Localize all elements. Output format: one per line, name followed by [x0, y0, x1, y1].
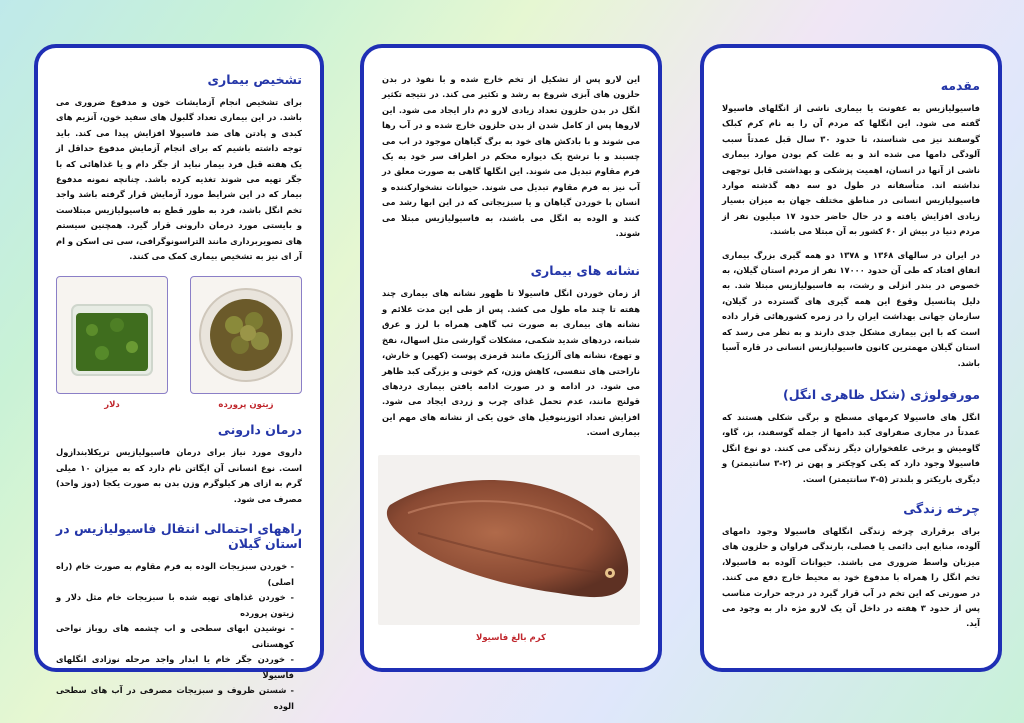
morphology-paragraph: انگل های فاسیولا کرمهای مسطح و برگی شکلی هستند که عمدتاً در مجاری صفراوی کبد دامها از جمله گوسفند، بز، گاو، گاومیش و برخی علفخواران دیگر زندگی می کنند. دو نوع انگل فاسیولا وجود دارد که یکی کوچکتر و پهن تر (۲-۳ سانتیمتر) و دیگری باریکتر و بلندتر (۵-۳ سانتیمتر) است. — [722, 411, 980, 484]
olive-jar-icon — [196, 285, 296, 385]
panel-introduction — [700, 44, 1002, 672]
diagnosis-heading: تشخیص بیماری — [207, 72, 302, 87]
life-cycle-paragraph: برای برقراری چرخه زندگی انگلهای فاسیولا وجود دامهای آلوده، منابع ابی دائمی یا فصلی، بارندگی فراوان و حلزون های میزبان واسط ضروری می باشند. حیوانات آلوده به فاسیولا، تخم انگل را همراه با مدفوع خود به محیط خارج دفع می کنند. در صورتی که این تخم در آب قرار گیرد در درجه حرارت مناسب پس از حدود ۳ هفته در داخل آن یک لارو مژه دار به وجود می آید. — [722, 525, 980, 629]
life-cycle-heading: چرخه زندگی — [903, 500, 980, 516]
dalar-jar-icon — [62, 285, 162, 385]
morphology-heading: مورفولوژی (شکل ظاهری انگل) — [783, 386, 980, 402]
symptoms-paragraph: از زمان خوردن انگل فاسیولا تا ظهور نشانه های بیماری چند هفته تا چند ماه طول می کشد. پس از طی این مدت علائم و نشانه های بیماری به صورت تب گاهی همراه با لرز و عرق شبانه، دردهای شدید شکمی، مشکلات گوارشی مثل اسهال، نفخ و تهوع، نشانه های آلرژیک مانند قرمزی پوست (کهیر) و خارش، ناراحتی های تنفسی، کاهش وزن، کم خونی و بزرگی کبد ظاهر می شود. در ادامه و در صورت ادامه یافتن بیماری دردهای قولنج مانند، عدم تحمل غذای چرب و زردی ایجاد می شود. افزایش تعداد ائوزینوفیل های خون یکی از نشانه های مهم این بیماری است. — [382, 288, 640, 438]
fasciola-worm-icon — [378, 455, 640, 625]
photo-dalar-caption: دلار — [104, 400, 120, 411]
transmission-list — [56, 559, 302, 714]
list-item: - نوشیدن ابهای سطحی و اب چشمه های روباز نواحی کوهستانی — [56, 621, 294, 652]
list-item: - خوردن جگر خام یا ابدار واجد مرحله نوزادی انگلهای فاسیولا — [56, 652, 294, 683]
intro-paragraph-2: در ایران در سالهای ۱۳۶۸ و ۱۳۷۸ دو همه گیری بزرگ بیماری اتفاق افتاد که طی آن حدود ۱۷۰۰۰ نفر از مردم استان گیلان، به خصوص در بندر انزلی و رشت، به فاسیولیازیس مبتلا شد. به دلیل پتانسیل وقوع این همه گیری های گسترده در گیلان، سازمان جهانی بهداشت ایران را در زمره کشورهائی قرار داده است که با این بیماری مشکل جدی دارند و به نظر می رسد که استان گیلان مهمترین کانون فاسیولیازیس انسانی در قاره آسیا باشد. — [722, 249, 980, 368]
worm-caption: کرم بالغ فاسیولا — [475, 632, 546, 643]
food-photos — [56, 276, 302, 410]
photo-olive-caption: زیتون پرورده — [218, 400, 274, 411]
list-item: - شستن ظروف و سبزیجات مصرفی در آب های سطحی الوده — [56, 683, 294, 714]
adult-fasciola-image — [378, 455, 640, 625]
panel-symptoms — [360, 44, 662, 672]
panel-diagnosis — [34, 44, 324, 711]
diagnosis-paragraph: برای تشخیص انجام آزمایشات خون و مدفوع ضروری می باشد. در این بیماری تعداد گلبول های سفید خون، آنزیم های کبدی و پادتن های ضد فاسیولا افزایش پیدا می کند. باید توجه داشته باشیم که برای انجام آزمایش مدفوع حداقل از یک هفته قبل فرد بیمار نباید از جگر دام و یا غذاهائی که با جگر تهیه می شوند تغذیه کرده باشد. چنانچه نمونه مدفوع بیمار که در این شرایط مورد آزمایش قرار گرفته باشد واجد تخم انگل باشد، فرد به طور قطع به فاسیولیازیس مبتلاست و بایستی مورد درمان دارونی قرار گیرد. همچنین سیستم های تصویربرداری مانند التراسونوگرافی، سی تی اسکن و ام آر ای نیز به تشخیص بیماری کمک می کنند. — [56, 97, 302, 262]
symptoms-heading: نشانه های بیماری — [530, 263, 640, 279]
intro-paragraph-1: فاسیولیازیس به عفونت یا بیماری ناشی از انگلهای فاسیولا گفته می شود. این انگلها که مردم آن را به نام کرم کبلک گوسفند نیز می شناسند، تا حدود ۳۰ سال قبل عمدتاً سبب آلودگی دامها می شده اند و به علت کم بودن موارد بیماری ناشی از آنها در انسان، اهمیت پزشکی و بهداشتی قابل توجهی نداشته اند. متأسفانه در طول دو سه دهه گذشته موارد فاسیولیازیس انسانی در مناطق مختلف جهان به میزان بسیار زیادی افزایش یافته و در حال حاضر حدود ۱۷ میلیون نفر از مردم دنیا در بیش از ۶۰ کشور به آن مبتلا می باشند. — [722, 103, 981, 237]
treatment-heading: درمان دارونی — [217, 422, 302, 438]
intro-heading: مقدمه — [940, 78, 980, 93]
treatment-paragraph: داروی مورد نیاز برای درمان فاسیولیازیس تریکلابندازول است. نوع انسانی آن ایگاتن نام دارد که به میزان ۱۰ میلی گرم به ازای هر کیلوگرم وزن بدن به صورت یکجا (دوز واحد) مصرف می شود. — [56, 447, 302, 504]
life-cycle-continued-paragraph: این لارو پس از تشکیل از تخم خارج شده و با نفوذ در بدن حلزون های آبزی شروع به رشد و تکثیر می کند. در نتیجه تکثیر انگل در بدن حلزون تعداد زیادی لارو دم دار ایجاد می شود. این لاروها پس از کامل شدن از بدن حلزون خارج شده و در آب رها می شوند و با بادکش های خود به برگ گیاهان موجود در اب می چسبند و با ترشح یک دیواره محکم در اطراف سر خود به یک فرم مقاوم تبدیل می شوند. این انگلها گاهی به صورت معلق در آب نیز به فرم مقاوم تبدیل می شوند. حیوانات نشخوارکننده و انسان با خوردن گیاهان و یا سبزیجاتی که در این ابها رشد می کنند و الوده به انگل می باشند، به فاسیولیازیس مبتلا می شوند. — [382, 74, 640, 239]
photo-dalar — [56, 276, 168, 410]
transmission-heading: راههای احتمالی انتقال فاسیولیازیس در استان گیلان — [56, 521, 302, 552]
list-item: - خوردن غذاهای تهیه شده با سبزیجات خام مثل دلار و زیتون پرورده — [56, 590, 294, 621]
photo-olive — [190, 276, 302, 410]
list-item: - خوردن سبزیجات الوده به فرم مقاوم به صورت خام (راه اصلی) — [56, 559, 294, 590]
